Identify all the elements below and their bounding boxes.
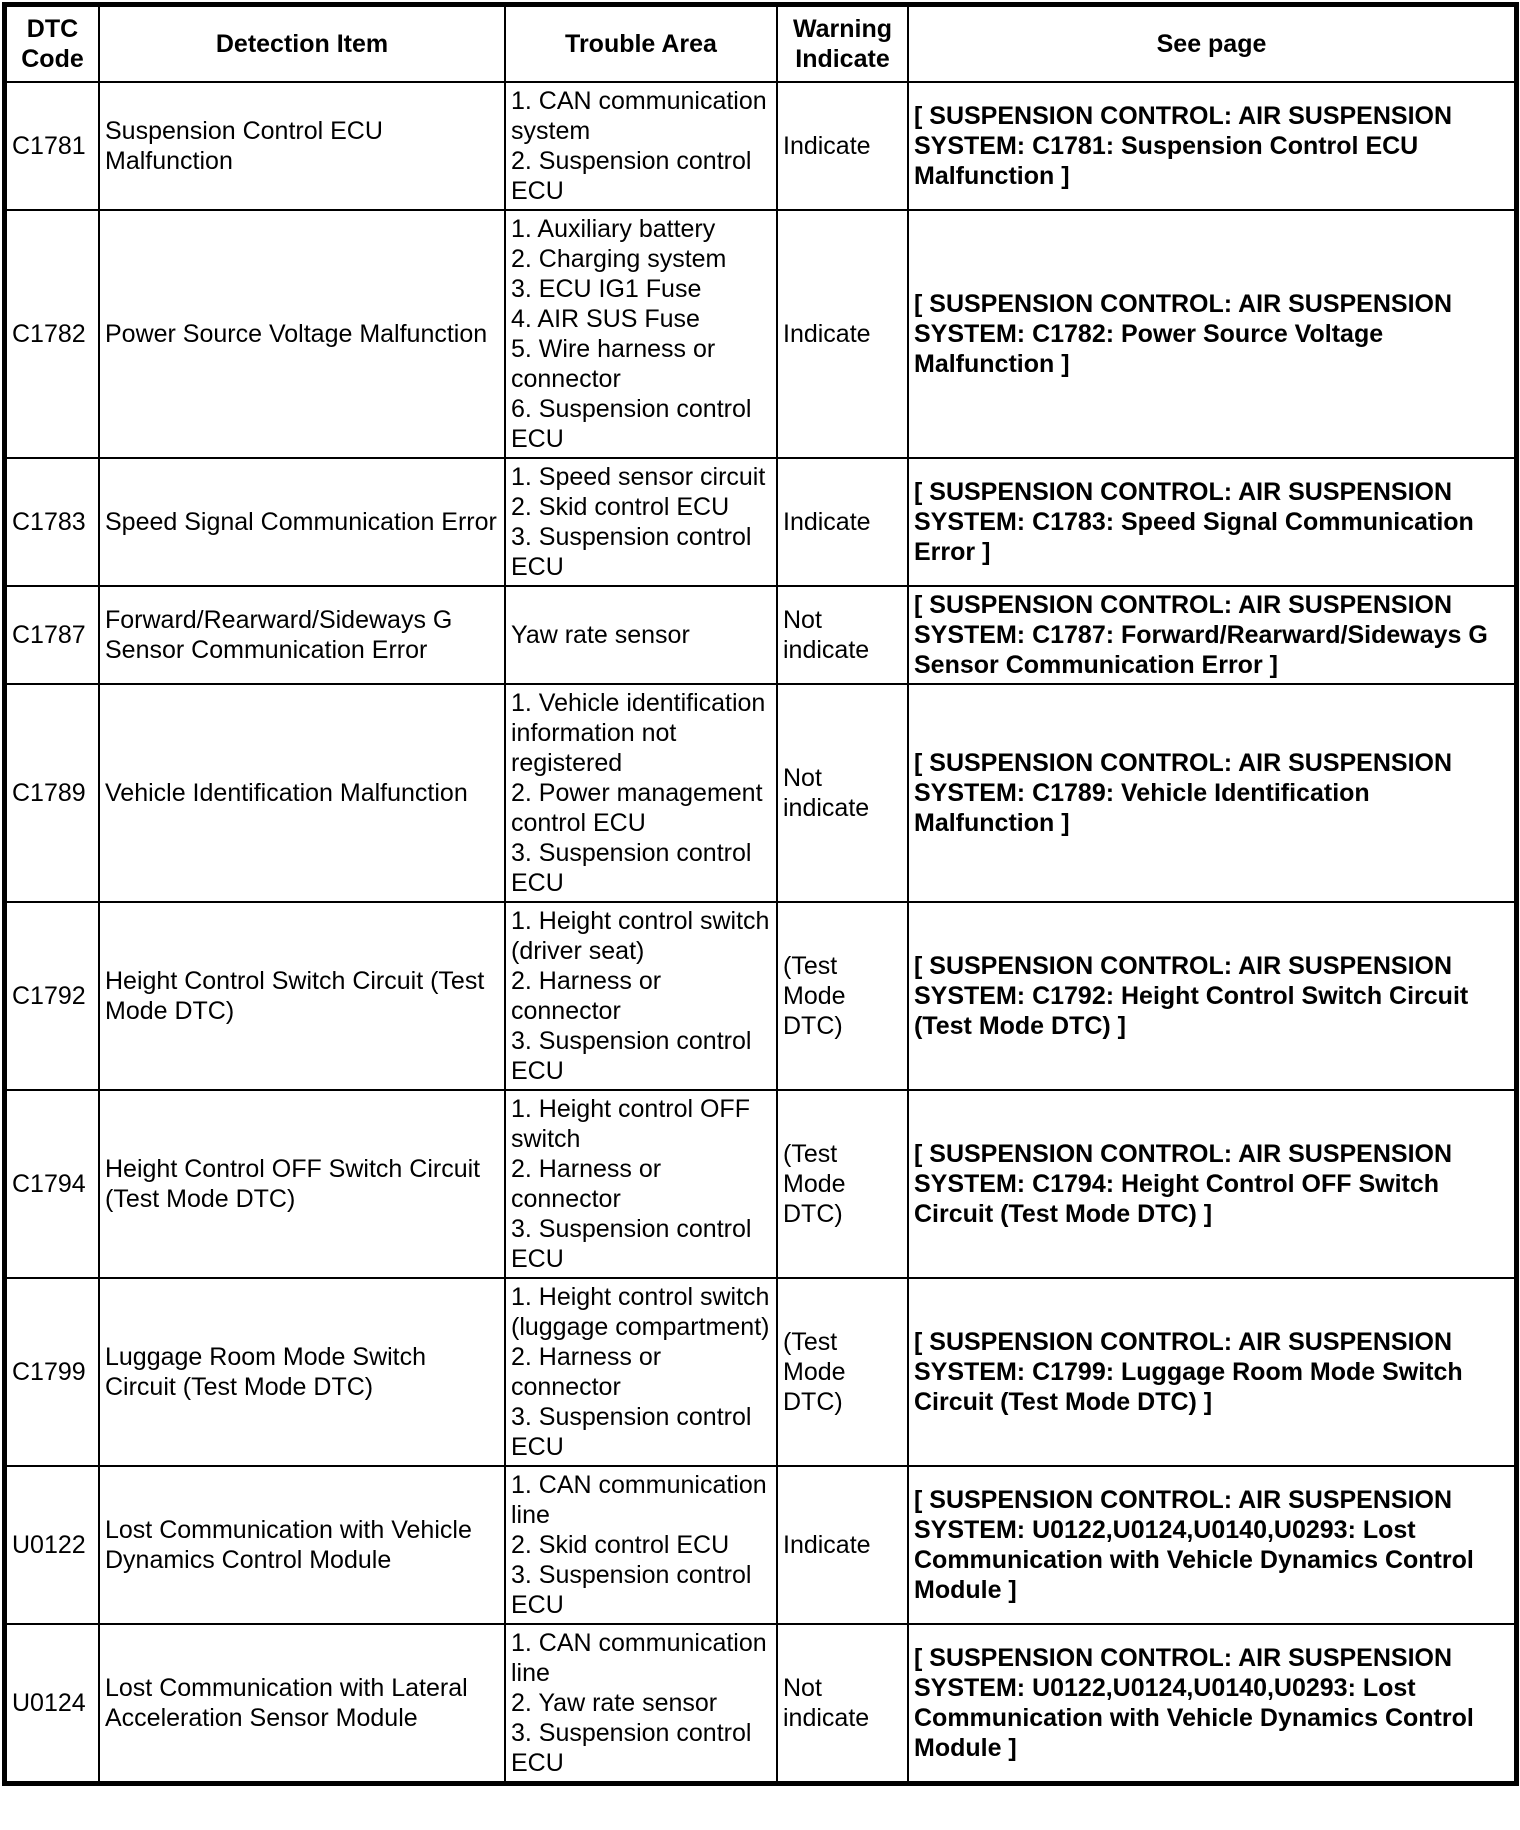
see-page-cell: [ SUSPENSION CONTROL: AIR SUSPENSION SYSTEM: U0122,U0124,U0140,U0293: Lost Communication with Vehicle Dynamics Control Module ] bbox=[908, 1624, 1515, 1782]
trouble-area-cell bbox=[505, 586, 777, 684]
trouble-area-line: 3. Suspension control ECU bbox=[511, 1027, 752, 1085]
see-page-cell: [ SUSPENSION CONTROL: AIR SUSPENSION SYSTEM: C1782: Power Source Voltage Malfunction ] bbox=[908, 210, 1515, 458]
detection-item-cell: Luggage Room Mode Switch Circuit (Test Mode DTC) bbox=[99, 1278, 505, 1466]
table-body bbox=[6, 82, 1515, 1782]
trouble-area-line: 3. Suspension control ECU bbox=[511, 839, 752, 897]
trouble-area-line: 5. Wire harness or connector bbox=[511, 335, 716, 393]
dtc-table bbox=[5, 5, 1516, 1783]
warning-indicate-cell: Indicate bbox=[777, 458, 908, 586]
table-row bbox=[6, 684, 1515, 902]
header-dtc-code: DTC Code bbox=[6, 6, 99, 82]
trouble-area-line: 1. Height control OFF switch bbox=[511, 1095, 750, 1153]
trouble-area-line: 1. Height control switch (luggage compartment) bbox=[511, 1283, 770, 1341]
see-page-cell: [ SUSPENSION CONTROL: AIR SUSPENSION SYSTEM: C1783: Speed Signal Communication Error ] bbox=[908, 458, 1515, 586]
header-see-page: See page bbox=[908, 6, 1515, 82]
trouble-area-line: 6. Suspension control ECU bbox=[511, 395, 752, 453]
warning-indicate-cell: Indicate bbox=[777, 1466, 908, 1624]
warning-indicate-cell: Not indicate bbox=[777, 684, 908, 902]
table-header-row bbox=[6, 6, 1515, 82]
dtc-code-cell: C1789 bbox=[6, 684, 99, 902]
header-warning-indicate: Warning Indicate bbox=[777, 6, 908, 82]
trouble-area-cell bbox=[505, 1090, 777, 1278]
header-trouble-area: Trouble Area bbox=[505, 6, 777, 82]
trouble-area-line: 1. CAN communication line bbox=[511, 1471, 767, 1529]
detection-item-cell: Height Control OFF Switch Circuit (Test Mode DTC) bbox=[99, 1090, 505, 1278]
warning-indicate-cell: (Test Mode DTC) bbox=[777, 902, 908, 1090]
trouble-area-line: 1. CAN communication system bbox=[511, 87, 767, 145]
trouble-area-line: 2. Harness or connector bbox=[511, 1343, 662, 1401]
dtc-code-cell: C1787 bbox=[6, 586, 99, 684]
see-page-cell: [ SUSPENSION CONTROL: AIR SUSPENSION SYSTEM: C1787: Forward/Rearward/Sideways G Sensor Communication Error ] bbox=[908, 586, 1515, 684]
trouble-area-cell bbox=[505, 82, 777, 210]
trouble-area-cell bbox=[505, 684, 777, 902]
warning-indicate-cell: Not indicate bbox=[777, 586, 908, 684]
detection-item-cell: Lost Communication with Vehicle Dynamics Control Module bbox=[99, 1466, 505, 1624]
table-row bbox=[6, 458, 1515, 586]
trouble-area-line: 3. Suspension control ECU bbox=[511, 1561, 752, 1619]
see-page-cell: [ SUSPENSION CONTROL: AIR SUSPENSION SYSTEM: C1792: Height Control Switch Circuit (Test Mode DTC) ] bbox=[908, 902, 1515, 1090]
header-detection-item: Detection Item bbox=[99, 6, 505, 82]
trouble-area-line: 3. ECU IG1 Fuse bbox=[511, 275, 702, 303]
dtc-code-cell: C1781 bbox=[6, 82, 99, 210]
detection-item-cell: Suspension Control ECU Malfunction bbox=[99, 82, 505, 210]
dtc-code-cell: U0122 bbox=[6, 1466, 99, 1624]
trouble-area-cell bbox=[505, 902, 777, 1090]
trouble-area-line: 2. Harness or connector bbox=[511, 967, 662, 1025]
table-row bbox=[6, 902, 1515, 1090]
see-page-cell: [ SUSPENSION CONTROL: AIR SUSPENSION SYSTEM: C1794: Height Control OFF Switch Circuit (Test Mode DTC) ] bbox=[908, 1090, 1515, 1278]
detection-item-cell: Height Control Switch Circuit (Test Mode DTC) bbox=[99, 902, 505, 1090]
warning-indicate-cell: Indicate bbox=[777, 210, 908, 458]
detection-item-cell: Forward/Rearward/Sideways G Sensor Communication Error bbox=[99, 586, 505, 684]
detection-item-cell: Lost Communication with Lateral Acceleration Sensor Module bbox=[99, 1624, 505, 1782]
table-row bbox=[6, 210, 1515, 458]
dtc-code-cell: U0124 bbox=[6, 1624, 99, 1782]
trouble-area-line: 3. Suspension control ECU bbox=[511, 523, 752, 581]
trouble-area-line: 2. Skid control ECU bbox=[511, 1531, 730, 1559]
trouble-area-line: 3. Suspension control ECU bbox=[511, 1403, 752, 1461]
trouble-area-cell bbox=[505, 1624, 777, 1782]
trouble-area-cell bbox=[505, 1466, 777, 1624]
detection-item-cell: Vehicle Identification Malfunction bbox=[99, 684, 505, 902]
see-page-cell: [ SUSPENSION CONTROL: AIR SUSPENSION SYSTEM: C1781: Suspension Control ECU Malfunction ] bbox=[908, 82, 1515, 210]
trouble-area-line: 2. Skid control ECU bbox=[511, 493, 730, 521]
dtc-code-cell: C1783 bbox=[6, 458, 99, 586]
table-row bbox=[6, 1278, 1515, 1466]
table-row bbox=[6, 1090, 1515, 1278]
trouble-area-line: 1. Auxiliary battery bbox=[511, 215, 716, 243]
trouble-area-line: 2. Suspension control ECU bbox=[511, 147, 752, 205]
see-page-cell: [ SUSPENSION CONTROL: AIR SUSPENSION SYSTEM: U0122,U0124,U0140,U0293: Lost Communication with Vehicle Dynamics Control Module ] bbox=[908, 1466, 1515, 1624]
trouble-area-line: 3. Suspension control ECU bbox=[511, 1215, 752, 1273]
trouble-area-line: 1. Vehicle identification information not registered bbox=[511, 689, 766, 777]
dtc-code-cell: C1792 bbox=[6, 902, 99, 1090]
detection-item-cell: Speed Signal Communication Error bbox=[99, 458, 505, 586]
trouble-area-line: 2. Yaw rate sensor bbox=[511, 1689, 718, 1717]
warning-indicate-cell: (Test Mode DTC) bbox=[777, 1090, 908, 1278]
trouble-area-line: 2. Harness or connector bbox=[511, 1155, 662, 1213]
trouble-area-line: 2. Charging system bbox=[511, 245, 727, 273]
warning-indicate-cell: (Test Mode DTC) bbox=[777, 1278, 908, 1466]
trouble-area-cell bbox=[505, 458, 777, 586]
table-row bbox=[6, 82, 1515, 210]
trouble-area-line: 4. AIR SUS Fuse bbox=[511, 305, 700, 333]
table-row bbox=[6, 1624, 1515, 1782]
table-row bbox=[6, 586, 1515, 684]
trouble-area-line: Yaw rate sensor bbox=[511, 621, 690, 649]
dtc-code-cell: C1799 bbox=[6, 1278, 99, 1466]
warning-indicate-cell: Indicate bbox=[777, 82, 908, 210]
see-page-cell: [ SUSPENSION CONTROL: AIR SUSPENSION SYSTEM: C1789: Vehicle Identification Malfunction ] bbox=[908, 684, 1515, 902]
trouble-area-line: 3. Suspension control ECU bbox=[511, 1719, 752, 1777]
dtc-code-cell: C1794 bbox=[6, 1090, 99, 1278]
dtc-code-cell: C1782 bbox=[6, 210, 99, 458]
warning-indicate-cell: Not indicate bbox=[777, 1624, 908, 1782]
trouble-area-line: 1. Speed sensor circuit bbox=[511, 463, 766, 491]
table-row bbox=[6, 1466, 1515, 1624]
trouble-area-cell bbox=[505, 1278, 777, 1466]
trouble-area-line: 1. Height control switch (driver seat) bbox=[511, 907, 770, 965]
trouble-area-line: 1. CAN communication line bbox=[511, 1629, 767, 1687]
see-page-cell: [ SUSPENSION CONTROL: AIR SUSPENSION SYSTEM: C1799: Luggage Room Mode Switch Circuit (Test Mode DTC) ] bbox=[908, 1278, 1515, 1466]
trouble-area-cell bbox=[505, 210, 777, 458]
trouble-area-line: 2. Power management control ECU bbox=[511, 779, 763, 837]
detection-item-cell: Power Source Voltage Malfunction bbox=[99, 210, 505, 458]
